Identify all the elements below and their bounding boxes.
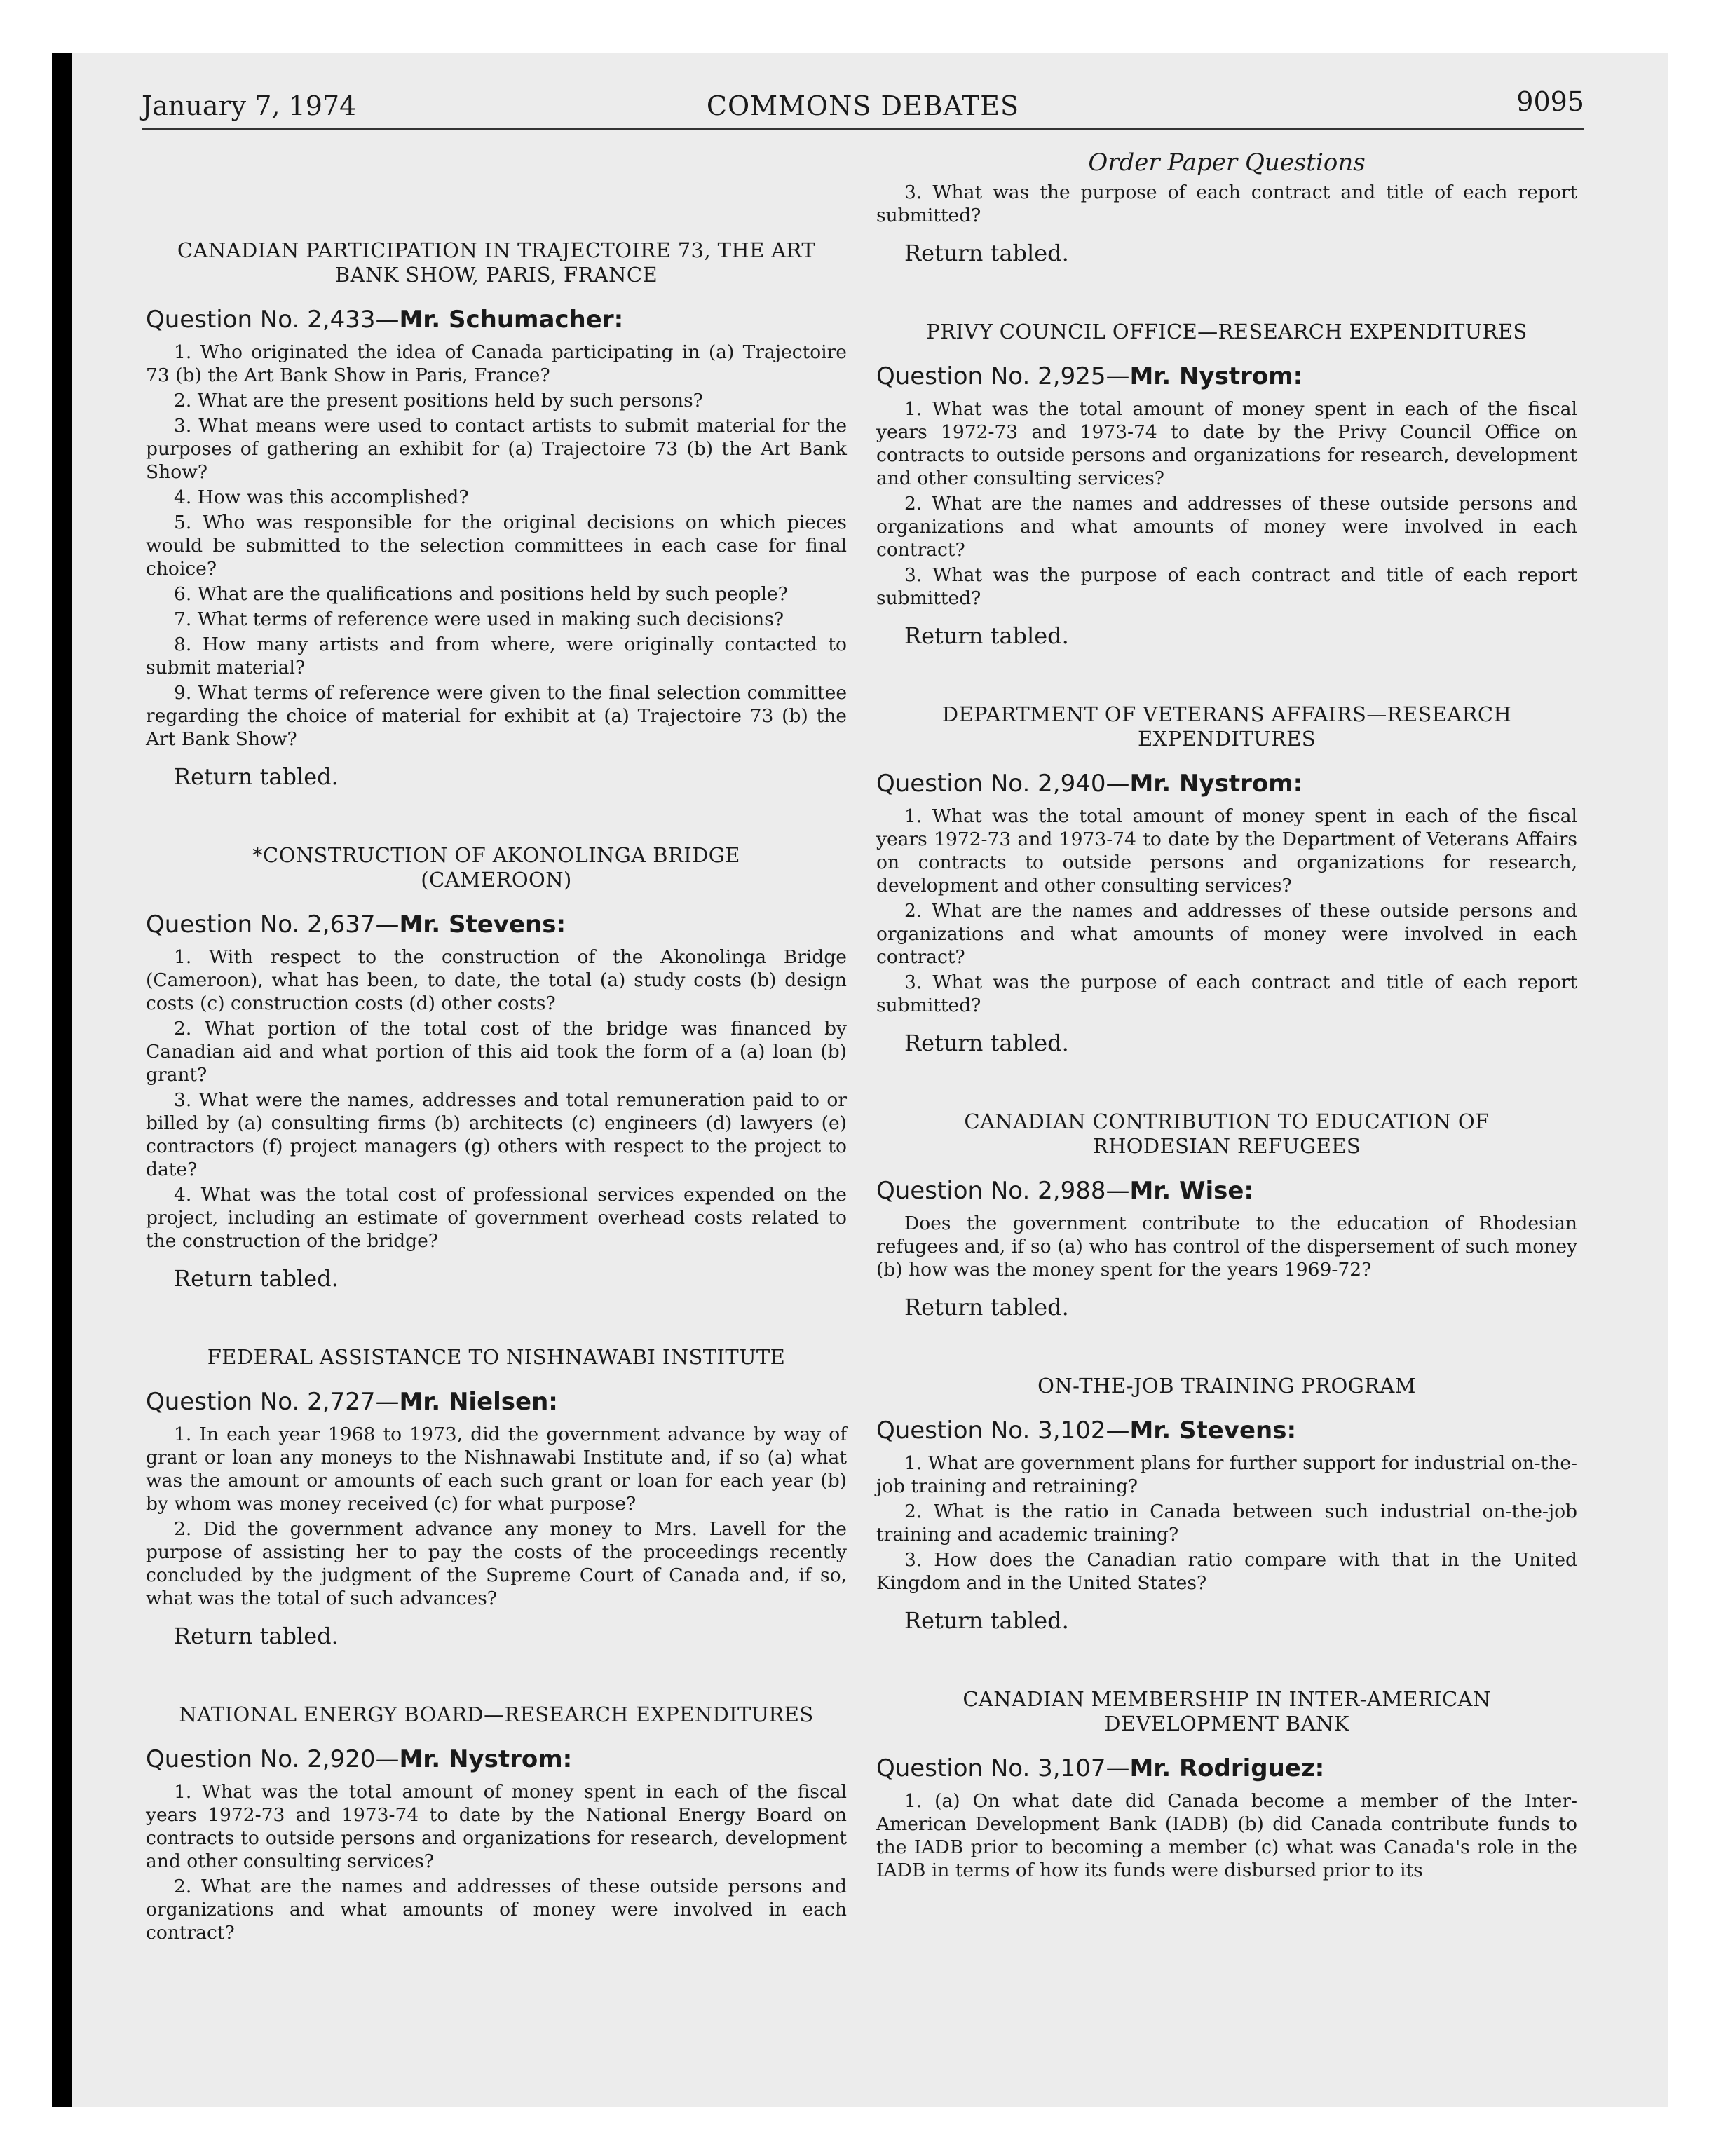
header-page-number: 9095 — [1516, 86, 1584, 117]
question-paragraph: 2. Did the government advance any money to Mrs. Lavell for the purpose of assisting her to pay the costs of the proceedings recently concluded by the judgment of the Supreme Court of Canada and, if so, what was the total of such advances? — [146, 1518, 847, 1609]
return-tabled: Return tabled. — [174, 1265, 339, 1292]
question-section — [876, 702, 1577, 1056]
question-number: Question No. 2,727— — [146, 1388, 400, 1416]
question-paragraph: 3. How does the Canadian ratio compare with that in the United Kingdom and in the United States? — [876, 1549, 1577, 1594]
section-title: ON-THE-JOB TRAINING PROGRAM — [1037, 1374, 1416, 1398]
return-tabled: Return tabled. — [174, 1623, 339, 1649]
header-date: January 7, 1974 — [142, 90, 357, 121]
question-section — [876, 1110, 1577, 1321]
question-heading — [876, 1417, 1577, 1445]
member-name: Mr. Nystrom: — [1129, 362, 1303, 390]
question-section — [876, 320, 1577, 649]
question-paragraph: 3. What was the purpose of each contract and title of each report submitted? — [876, 182, 1577, 226]
question-number: Question No. 3,107— — [876, 1754, 1130, 1782]
question-paragraph: Does the government contribute to the education of Rhodesian refugees and, if so (a) who has control of the dispersement of such money (b) how was the money spent for the years 1969-72? — [876, 1213, 1577, 1281]
question-paragraph: 1. (a) On what date did Canada become a member of the Inter-American Development Bank (IADB) (b) did Canada contribute funds to the IADB prior to becoming a member (c) what was Canada's role in the IADB in terms of how its funds were disbursed prior to its — [876, 1790, 1577, 1881]
question-paragraph: 2. What are the names and addresses of these outside persons and organizations and what amounts of money were involved in each contract? — [876, 900, 1577, 968]
question-heading — [876, 770, 1577, 798]
section-title: NATIONAL ENERGY BOARD—RESEARCH EXPENDITURES — [179, 1703, 814, 1726]
question-paragraph: 2. What are the names and addresses of these outside persons and organizations and what amounts of money were involved in each contract? — [146, 1876, 847, 1944]
member-name: Mr. Wise: — [1129, 1177, 1254, 1205]
question-paragraph: 3. What means were used to contact artists to submit material for the purposes of gathering an exhibit for (a) Trajectoire 73 (b) the Art Bank Show? — [146, 415, 847, 483]
member-name: Mr. Schumacher: — [399, 306, 624, 334]
question-paragraph: 4. How was this accomplished? — [174, 486, 469, 508]
question-paragraph: 6. What are the qualifications and positions held by such people? — [174, 583, 788, 605]
running-head: Order Paper Questions — [1088, 149, 1366, 177]
header-publication: COMMONS DEBATES — [706, 90, 1020, 121]
question-section — [146, 843, 847, 1292]
question-heading — [146, 910, 847, 939]
question-section — [876, 1687, 1577, 1882]
member-name: Mr. Stevens: — [399, 910, 566, 939]
question-section — [146, 238, 847, 790]
return-tabled: Return tabled. — [904, 1607, 1069, 1634]
question-paragraph: 7. What terms of reference were used in making such decisions? — [174, 608, 784, 630]
page-header — [142, 86, 1584, 130]
return-tabled: Return tabled. — [904, 1030, 1069, 1056]
question-heading — [876, 362, 1577, 390]
question-number: Question No. 3,102— — [876, 1417, 1130, 1445]
question-heading — [146, 1388, 847, 1416]
section-title: CANADIAN MEMBERSHIP IN INTER-AMERICAN DEVELOPMENT BANK — [962, 1687, 1491, 1735]
question-paragraph: 2. What is the ratio in Canada between such industrial on-the-job training and academic training? — [876, 1501, 1577, 1546]
question-paragraph: 3. What was the purpose of each contract and title of each report submitted? — [876, 971, 1577, 1016]
question-number: Question No. 2,637— — [146, 910, 400, 939]
question-paragraph: 1. What was the total amount of money spent in each of the fiscal years 1972-73 and 1973-74 to date by the Department of Veterans Affairs on contracts to outside persons and organizations for research, development and other consulting services? — [876, 805, 1577, 896]
return-tabled: Return tabled. — [174, 763, 339, 790]
member-name: Mr. Nystrom: — [399, 1745, 573, 1773]
question-heading — [146, 1745, 847, 1773]
question-heading — [876, 1754, 1577, 1782]
question-section — [146, 1703, 847, 1944]
question-paragraph: 1. What was the total amount of money spent in each of the fiscal years 1972-73 and 1973-74 to date by the Privy Council Office on contracts to outside persons and organizations for research, development and other consulting services? — [876, 398, 1577, 489]
question-number: Question No. 2,988— — [876, 1177, 1130, 1205]
question-number: Question No. 2,920— — [146, 1745, 400, 1773]
question-paragraph: 1. What are government plans for further support for industrial on-the-job training and retraining? — [876, 1452, 1577, 1497]
section-title: FEDERAL ASSISTANCE TO NISHNAWABI INSTITUTE — [207, 1345, 786, 1369]
question-paragraph: 1. What was the total amount of money spent in each of the fiscal years 1972-73 and 1973-74 to date by the National Energy Board on contracts to outside persons and organizations for research, development and other consulting services? — [146, 1781, 847, 1872]
question-section — [146, 1345, 847, 1649]
question-paragraph: 1. Who originated the idea of Canada participating in (a) Trajectoire 73 (b) the Art Bank Show in Paris, France? — [146, 341, 847, 386]
section-title: CANADIAN CONTRIBUTION TO EDUCATION OF RHODESIAN REFUGEES — [964, 1110, 1490, 1158]
return-tabled: Return tabled. — [904, 622, 1069, 649]
question-paragraph: 9. What terms of reference were given to the final selection committee regarding the choice of material for exhibit at (a) Trajectoire 73 (b) the Art Bank Show? — [146, 682, 847, 750]
member-name: Mr. Nielsen: — [399, 1388, 558, 1416]
continuation-section — [876, 181, 1577, 266]
section-title: DEPARTMENT OF VETERANS AFFAIRS—RESEARCH EXPENDITURES — [941, 702, 1512, 751]
question-paragraph: 5. Who was responsible for the original decisions on which pieces would be submitted to the selection committees in each case for final choice? — [146, 512, 847, 580]
member-name: Mr. Nystrom: — [1129, 770, 1303, 798]
question-number: Question No. 2,925— — [876, 362, 1130, 390]
right-column — [876, 140, 1577, 1935]
question-paragraph: 2. What are the names and addresses of these outside persons and organizations and what amounts of money were involved in each contract? — [876, 493, 1577, 561]
question-paragraph: 2. What are the present positions held by such persons? — [174, 390, 703, 411]
scan-edge-shadow — [52, 53, 72, 2107]
member-name: Mr. Stevens: — [1129, 1417, 1297, 1445]
question-paragraph: 4. What was the total cost of professional services expended on the project, including an estimate of government overhead costs related to the construction of the bridge? — [146, 1184, 847, 1252]
section-title: PRIVY COUNCIL OFFICE—RESEARCH EXPENDITURES — [926, 320, 1528, 343]
question-section — [876, 1374, 1577, 1634]
question-paragraph: 3. What was the purpose of each contract and title of each report submitted? — [876, 564, 1577, 609]
question-paragraph: 1. In each year 1968 to 1973, did the government advance by way of grant or loan any moneys to the Nishnawabi Institute and, if so (a) what was the amount or amounts of each such grant or loan for each year (b) by whom was money received (c) for what purpose? — [146, 1424, 847, 1515]
member-name: Mr. Rodriguez: — [1129, 1754, 1325, 1782]
question-paragraph: 3. What were the names, addresses and total remuneration paid to or billed by (a) consulting firms (b) architects (c) engineers (d) lawyers (e) contractors (f) project managers (g) others with respect to the project to date? — [146, 1089, 847, 1180]
left-column — [146, 140, 847, 1998]
section-title: *CONSTRUCTION OF AKONOLINGA BRIDGE (CAMEROON) — [252, 843, 740, 892]
question-paragraph: 2. What portion of the total cost of the bridge was financed by Canadian aid and what portion of this aid took the form of a (a) loan (b) grant? — [146, 1018, 847, 1086]
return-tabled: Return tabled. — [904, 240, 1069, 266]
question-paragraph: 8. How many artists and from where, were originally contacted to submit material? — [146, 634, 847, 678]
section-title: CANADIAN PARTICIPATION IN TRAJECTOIRE 73, THE ART BANK SHOW, PARIS, FRANCE — [177, 238, 816, 287]
question-paragraph: 1. With respect to the construction of the Akonolinga Bridge (Cameroon), what has been, to date, the total (a) study costs (b) design costs (c) construction costs (d) other costs? — [146, 946, 847, 1014]
question-number: Question No. 2,940— — [876, 770, 1130, 798]
question-heading — [146, 306, 847, 334]
question-heading — [876, 1177, 1577, 1205]
return-tabled: Return tabled. — [904, 1294, 1069, 1321]
question-number: Question No. 2,433— — [146, 306, 400, 334]
